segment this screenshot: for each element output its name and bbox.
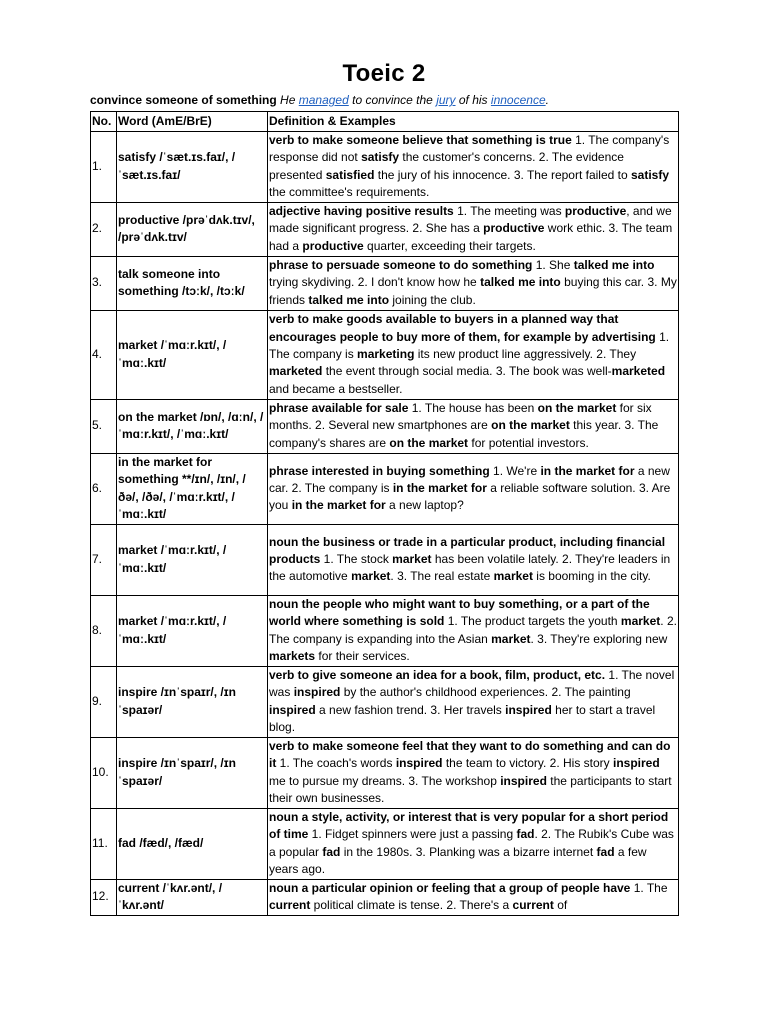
definition-text-segment: in the 1980s. 3. Planking was a bizarre internet — [340, 844, 597, 859]
definition-text-segment: the team to victory. 2. His story — [442, 756, 613, 771]
definition-bold-segment: noun the people who might want to buy something, or a part of the world where something is sold — [269, 596, 650, 629]
row-definition — [268, 310, 679, 399]
definition-bold-segment: on the market — [491, 418, 570, 433]
definition-bold-segment: phrase available for sale — [269, 401, 409, 416]
definition-bold-segment: adjective having positive results — [269, 204, 454, 219]
table-row — [91, 256, 679, 310]
row-definition — [268, 737, 679, 808]
definition-text-segment: 1. The company is — [269, 329, 670, 361]
definition-text-segment: by the author's childhood experiences. 2. The painting — [340, 685, 631, 700]
row-definition — [268, 595, 679, 666]
definition-text-segment: the customer's concerns. 2. The evidence presented — [269, 150, 624, 182]
definition-bold-segment: current — [512, 898, 554, 913]
definition-bold-segment: noun the business or trade in a particular product, including financial products — [269, 534, 666, 566]
definition-bold-segment: marketed — [611, 364, 666, 379]
definition-bold-segment: market — [493, 569, 533, 584]
definition-text-segment: is booming in the city. — [532, 569, 651, 584]
intro-text-1: He — [280, 93, 296, 107]
definition-bold-segment: marketing — [357, 346, 415, 361]
row-word: current /ˈkʌr.ənt/, /ˈkʌr.ənt/ — [117, 879, 268, 915]
definition-text-segment: of — [553, 898, 568, 913]
intro-text-4: . — [545, 93, 549, 107]
row-word: productive /prəˈdʌk.tɪv/, /prəˈdʌk.tɪv/ — [117, 202, 268, 256]
definition-text-segment: a new fashion trend. 3. Her travels — [315, 702, 506, 717]
row-number: 5. — [91, 399, 117, 453]
definition-text-segment: , and we made significant progress. 2. She has a — [269, 204, 672, 236]
definition-bold-segment: markets — [269, 649, 316, 664]
link-managed[interactable]: managed — [298, 93, 349, 107]
row-number: 2. — [91, 202, 117, 256]
definition-bold-segment: productive — [483, 221, 545, 236]
definition-bold-segment: in the market for — [540, 463, 635, 478]
row-number: 6. — [91, 453, 117, 524]
page-title: Toeic 2 — [342, 60, 426, 87]
definition-bold-segment: inspired — [293, 685, 341, 700]
definition-text-segment: 1. The product targets the youth — [444, 614, 621, 629]
definition-bold-segment: fad — [322, 844, 341, 859]
definition-bold-segment: fad — [596, 844, 615, 859]
row-definition — [268, 399, 679, 453]
row-word: on the market /ɒn/, /ɑːn/, /ˈmɑːr.kɪt/, /ˈmɑː.kɪt/ — [117, 399, 268, 453]
definition-bold-segment: noun a particular opinion or feeling that a group of people have — [269, 880, 631, 895]
link-jury[interactable]: jury — [436, 93, 456, 107]
row-word: in the market for something **/ɪn/, /ɪn/, /ðə/, /ðə/, /ˈmɑːr.kɪt/, /ˈmɑː.kɪt/ — [117, 453, 268, 524]
row-word: market /ˈmɑːr.kɪt/, /ˈmɑː.kɪt/ — [117, 310, 268, 399]
row-word: satisfy /ˈsæt.ɪs.faɪ/, /ˈsæt.ɪs.faɪ/ — [117, 132, 268, 203]
definition-bold-segment: inspired — [395, 756, 443, 771]
definition-bold-segment: talked me into — [480, 275, 561, 290]
definition-bold-segment: phrase to persuade someone to do something — [269, 258, 533, 273]
definition-text-segment: for six months. 2. Several new smartphones are — [269, 401, 652, 433]
table-row — [91, 453, 679, 524]
definition-bold-segment: market — [620, 614, 661, 629]
definition-text-segment: a reliable software solution. 3. Are you — [269, 480, 671, 513]
definition-bold-segment: fad — [516, 827, 535, 842]
row-number: 4. — [91, 310, 117, 399]
definition-text-segment: 1. She — [532, 258, 574, 273]
definition-bold-segment: verb to give someone an idea for a book, film, product, etc. — [269, 667, 606, 682]
row-number: 3. — [91, 256, 117, 310]
row-number: 8. — [91, 595, 117, 666]
table-header-row — [91, 112, 679, 132]
definition-text-segment: 1. We're — [489, 463, 541, 478]
definition-text-segment: the jury of his innocence. 3. The report failed to — [374, 167, 631, 182]
row-definition — [268, 879, 679, 915]
definition-bold-segment: noun a style, activity, or interest that is very popular for a short period of time — [269, 809, 669, 842]
table-row — [91, 808, 679, 879]
definition-bold-segment: inspired — [500, 773, 547, 788]
table-row — [91, 310, 679, 399]
definition-text-segment: 1. The house has been — [408, 401, 538, 416]
link-innocence[interactable]: innocence — [490, 93, 546, 107]
definition-text-segment: has been volatile lately. 2. They're leaders in the automotive — [269, 551, 671, 584]
definition-text-segment: for their services. — [315, 649, 410, 664]
row-definition — [268, 666, 679, 737]
row-word: market /ˈmɑːr.kɪt/, /ˈmɑː.kɪt/ — [117, 595, 268, 666]
definition-text-segment: buying this car. 3. My friends — [269, 275, 677, 307]
intro-text-3: of his — [458, 93, 488, 107]
table-row — [91, 399, 679, 453]
row-definition — [268, 524, 679, 595]
definition-bold-segment: inspired — [269, 702, 316, 717]
definition-bold-segment: phrase interested in buying something — [269, 463, 490, 478]
definition-bold-segment: satisfied — [325, 167, 375, 182]
table-row — [91, 202, 679, 256]
row-definition — [268, 808, 679, 879]
header-definition: Definition & Examples — [268, 112, 679, 132]
table-row — [91, 132, 679, 203]
definition-bold-segment: verb to make someone believe that something is true — [269, 133, 572, 147]
row-number: 12. — [91, 879, 117, 915]
definition-text-segment: 1. The novel was — [269, 667, 675, 700]
definition-bold-segment: satisfy — [361, 150, 400, 165]
vocabulary-table — [90, 111, 679, 916]
header-word: Word (AmE/BrE) — [117, 112, 268, 132]
table-row — [91, 666, 679, 737]
row-number: 10. — [91, 737, 117, 808]
definition-text-segment: a new laptop? — [385, 498, 464, 513]
row-word: market /ˈmɑːr.kɪt/, /ˈmɑː.kɪt/ — [117, 524, 268, 595]
table-row — [91, 595, 679, 666]
intro-lead: convince someone of something — [90, 93, 277, 107]
definition-text-segment: a new car. 2. The company is — [269, 463, 670, 495]
definition-text-segment: the participants to start their own businesses. — [269, 773, 672, 806]
definition-text-segment: 1. The stock — [320, 551, 393, 566]
definition-bold-segment: talked me into — [308, 292, 390, 307]
definition-bold-segment: verb to make goods available to buyers in a planned way that encourages people to buy more of them, for example by advertising — [269, 312, 656, 344]
row-number: 1. — [91, 132, 117, 203]
definition-bold-segment: inspired — [613, 756, 660, 771]
table-row — [91, 524, 679, 595]
definition-text-segment: for potential investors. — [468, 435, 589, 450]
definition-text-segment: . 3. The real estate — [390, 569, 494, 584]
row-definition — [268, 202, 679, 256]
definition-bold-segment: market — [392, 551, 432, 566]
definition-bold-segment: satisfy — [631, 167, 670, 182]
definition-text-segment: her to start a travel blog. — [269, 702, 656, 735]
row-word: fad /fæd/, /fæd/ — [117, 808, 268, 879]
definition-text-segment: 1. The company's response did not — [269, 133, 670, 165]
definition-bold-segment: productive — [564, 204, 627, 219]
definition-text-segment: quarter, exceeding their targets. — [363, 238, 536, 253]
definition-text-segment: 1. The — [630, 880, 668, 895]
definition-text-segment: work ethic. 3. The team had a — [269, 221, 673, 253]
definition-bold-segment: current — [269, 898, 311, 913]
row-definition — [268, 453, 679, 524]
definition-text-segment: the event through social media. 3. The book was well- — [322, 364, 612, 379]
definition-text-segment: 1. The coach's words — [276, 756, 396, 771]
row-number: 9. — [91, 666, 117, 737]
row-word: inspire /ɪnˈspaɪr/, /ɪnˈspaɪər/ — [117, 666, 268, 737]
definition-bold-segment: on the market — [537, 401, 617, 416]
definition-text-segment: 1. The meeting was — [453, 204, 565, 219]
table-row — [91, 879, 679, 915]
intro-text-2: to convince the — [352, 93, 433, 107]
definition-text-segment: me to pursue my dreams. 3. The workshop — [269, 773, 501, 788]
header-no: No. — [91, 112, 117, 132]
row-number: 7. — [91, 524, 117, 595]
definition-text-segment: 1. Fidget spinners were just a passing — [308, 827, 517, 842]
definition-bold-segment: on the market — [389, 435, 469, 450]
definition-text-segment: the committee's requirements. — [269, 185, 430, 200]
row-definition — [268, 256, 679, 310]
definition-text-segment: this year. 3. The company's shares are — [269, 418, 659, 450]
definition-bold-segment: verb to make someone feel that they want to do something and can do it — [269, 738, 671, 771]
definition-text-segment: political climate is tense. 2. There's a — [310, 898, 513, 913]
definition-bold-segment: in the market for — [291, 498, 386, 513]
definition-text-segment: . 2. The Rubik's Cube was a popular — [269, 827, 674, 859]
table-row — [91, 737, 679, 808]
definition-bold-segment: productive — [302, 238, 364, 253]
definition-text-segment: and became a bestseller. — [269, 381, 403, 396]
definition-bold-segment: talked me into — [573, 258, 655, 273]
definition-text-segment: . 3. They're exploring new — [530, 631, 668, 646]
definition-bold-segment: marketed — [269, 364, 323, 379]
row-word: talk someone into something /tɔːk/, /tɔːk/ — [117, 256, 268, 310]
intro-line — [90, 93, 549, 107]
row-word: inspire /ɪnˈspaɪr/, /ɪnˈspaɪər/ — [117, 737, 268, 808]
definition-text-segment: trying skydiving. 2. I don't know how he — [269, 275, 481, 290]
definition-text-segment: . 2. The company is expanding into the Asian — [269, 614, 677, 646]
row-number: 11. — [91, 808, 117, 879]
definition-text-segment: its new product line aggressively. 2. They — [414, 346, 637, 361]
definition-text-segment: joining the club. — [389, 292, 476, 307]
table-body — [91, 132, 679, 916]
definition-bold-segment: in the market for — [392, 480, 487, 495]
definition-bold-segment: market — [491, 631, 531, 646]
definition-text-segment: a few years ago. — [269, 844, 647, 877]
row-definition — [268, 132, 679, 203]
definition-bold-segment: inspired — [505, 702, 552, 717]
definition-bold-segment: market — [351, 569, 391, 584]
